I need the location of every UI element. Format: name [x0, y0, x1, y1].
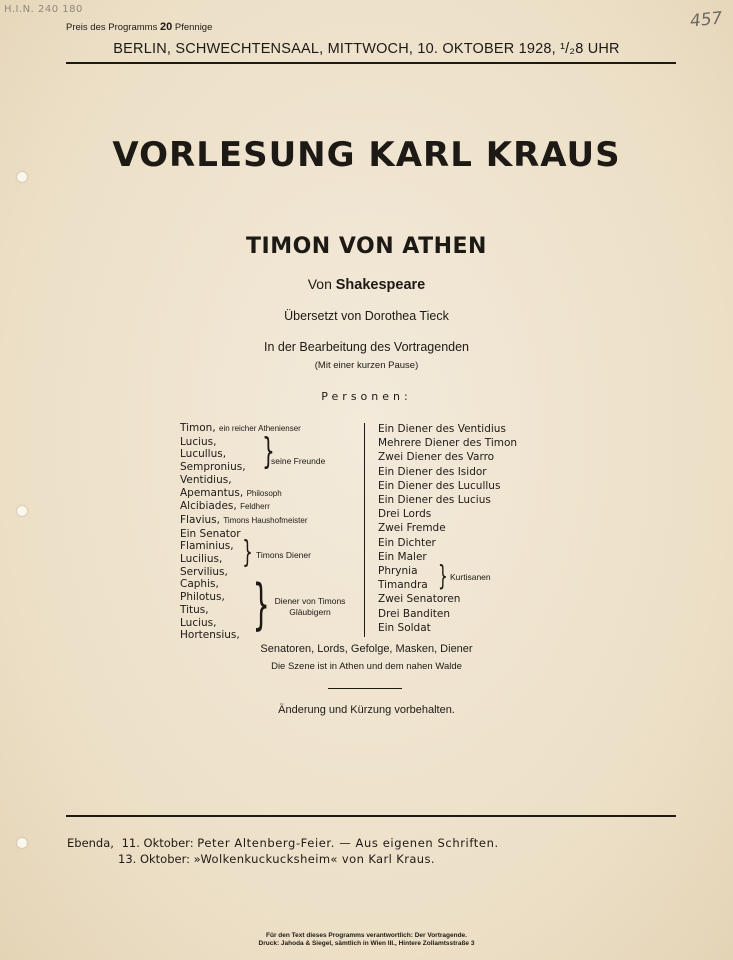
cast-row: Philotus, — [180, 591, 225, 604]
cast-row: Ein Dichter — [378, 536, 436, 549]
cast-row: Drei Lords — [378, 508, 432, 521]
cast-row: Lucius, — [180, 435, 217, 448]
group-label-courtesans: Kurtisanen — [450, 572, 491, 582]
author-line — [0, 276, 733, 293]
group-label-timon-servants: Timons Diener — [256, 550, 311, 560]
group-label-friends: seine Freunde — [271, 456, 326, 466]
cast-row: Phrynia — [378, 565, 418, 578]
price-prefix: Preis des Programms — [66, 22, 158, 33]
brace-courtesans: } — [438, 559, 448, 592]
header-rule — [66, 62, 676, 64]
cast-row: Sempronius, — [180, 461, 246, 474]
cast-right-column — [378, 422, 517, 635]
cast-row: Apemantus, Philosoph — [180, 486, 282, 499]
cast-row: Timandra — [378, 579, 428, 592]
cast-row: Ein Maler — [378, 550, 427, 563]
cast-row: Zwei Senatoren — [378, 593, 461, 606]
cast-row: Lucilius, — [180, 553, 223, 566]
event-line-1 — [67, 836, 499, 850]
cast-row: Zwei Diener des Varro — [378, 451, 495, 464]
brace-creditor-servants: } — [252, 573, 270, 636]
cast-row: Ein Diener des Lucius — [378, 494, 491, 507]
pause-note: (Mit einer kurzen Pause) — [314, 360, 419, 371]
cast-row: Servilius, — [180, 565, 228, 578]
main-title: VORLESUNG KARL KRAUS — [112, 135, 621, 175]
cast-row: Ein Senator — [180, 527, 241, 540]
cast-row: Caphis, — [180, 578, 219, 591]
extras-line: Senatoren, Lords, Gefolge, Masken, Diener — [260, 643, 473, 655]
cast-row: Titus, — [180, 603, 209, 616]
creditor-label-line2: Gläubigern — [289, 607, 331, 617]
cast-row: Ein Diener des Ventidius — [378, 423, 506, 435]
cast-row: Mehrere Diener des Timon — [378, 437, 518, 450]
cast-row: Timon, ein reicher Athenienser — [180, 422, 301, 434]
footer-rule — [66, 815, 676, 817]
price-suffix: Pfennige — [174, 22, 213, 33]
brace-timon-servants: } — [242, 535, 253, 570]
punch-hole-middle — [17, 506, 27, 516]
event2-text: »Wolkenkuckucksheim« von Karl Kraus. — [193, 852, 435, 866]
translation-line: Übersetzt von Dorothea Tieck — [284, 309, 449, 323]
cast-row: Drei Banditen — [378, 607, 450, 620]
punch-hole-bottom — [17, 838, 27, 848]
cast-row: Ein Diener des Lucullus — [378, 479, 501, 492]
creditor-label-line1: Diener von Timons — [274, 596, 346, 606]
pencil-note: H.I.N. 240 180 — [4, 4, 83, 15]
brace-friends: } — [262, 431, 275, 472]
price-value: 20 — [159, 21, 173, 33]
imprint-line-1: Für den Text dieses Programms verantwortlich: Der Vortragende. — [266, 932, 467, 939]
price-line — [66, 21, 212, 33]
author-name: Shakespeare — [335, 277, 426, 293]
personen-heading: Personen: — [321, 390, 412, 403]
author-prefix: Von — [307, 276, 332, 292]
venue-line: BERLIN, SCHWECHTENSAAL, MITTWOCH, 10. OKTOBER 1928, ¹/₂8 UHR — [113, 41, 620, 57]
cast-row: Hortensius, — [180, 629, 240, 642]
cast-row: Zwei Fremde — [378, 522, 446, 535]
group-label-creditor-servants — [268, 596, 352, 618]
cast-row: Ein Soldat — [378, 621, 431, 634]
cast-row: Lucius, — [180, 616, 217, 629]
reservation-line: Änderung und Kürzung vorbehalten. — [278, 704, 455, 716]
ebenda-label: Ebenda, — [67, 836, 114, 850]
cast-row: Flaminius, — [180, 540, 234, 553]
cast-row: Ein Diener des Isidor — [378, 465, 487, 478]
archive-number: 457 — [689, 8, 724, 32]
adaptation-line: In der Bearbeitung des Vortragenden — [263, 340, 469, 354]
column-divider — [364, 423, 365, 637]
event1-date: 11. Oktober: — [121, 836, 194, 850]
scene-line: Die Szene ist in Athen und dem nahen Walde — [271, 661, 462, 672]
cast-row: Lucullus, — [180, 448, 227, 461]
cast-row: Alcibiades, Feldherr — [180, 500, 270, 513]
event1-text: Peter Altenberg-Feier. — Aus eigenen Schriften. — [197, 836, 499, 850]
event2-date: 13. Oktober: — [118, 852, 190, 866]
event-line-2 — [118, 852, 435, 866]
imprint-line-2: Druck: Jahoda & Siegel, sämtlich in Wien III., Hintere Zollamtsstraße 3 — [258, 940, 475, 947]
cast-row: Ventidius, — [180, 473, 232, 486]
play-title: TIMON VON ATHEN — [246, 234, 487, 259]
cast-row: Flavius, Timons Haushofmeister — [180, 513, 308, 526]
short-rule — [328, 688, 402, 689]
